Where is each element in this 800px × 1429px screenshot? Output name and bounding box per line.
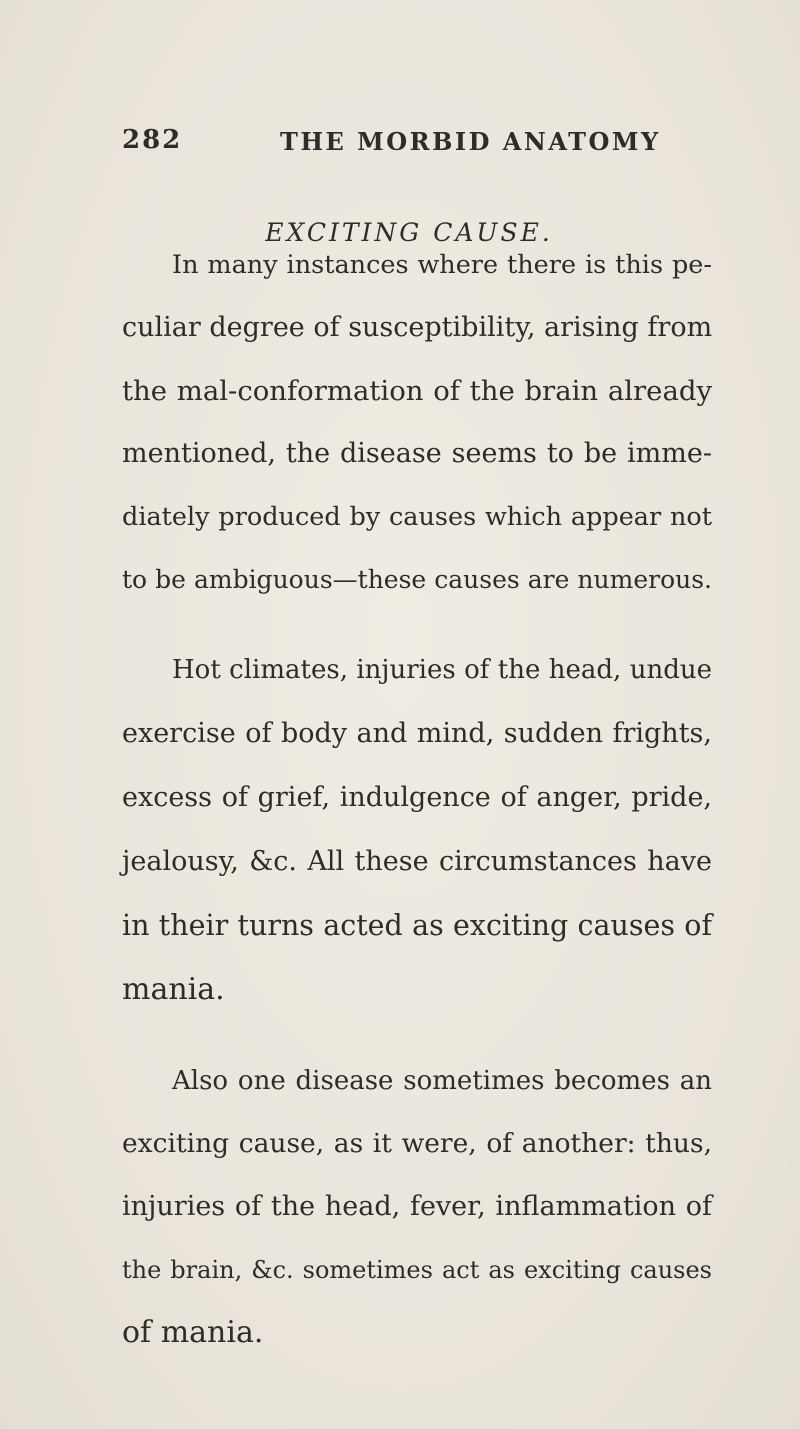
text-line: excess of grief, indulgence of anger, pride, <box>122 782 712 813</box>
text-line: in their turns acted as exciting causes of <box>122 909 712 942</box>
page-number: 282 <box>122 125 183 155</box>
text-line: the brain, &c. sometimes act as exciting causes <box>122 1256 712 1284</box>
section-title: EXCITING CAUSE. <box>265 218 553 247</box>
text-line: In many instances where there is this pe- <box>172 250 712 280</box>
text-line: to be ambiguous—these causes are numerous. <box>122 565 712 594</box>
text-line: mentioned, the disease seems to be imme- <box>122 438 712 469</box>
text-line: exciting cause, as it were, of another: thus, <box>122 1128 712 1159</box>
running-head <box>122 125 742 161</box>
text-line: exercise of body and mind, sudden frights, <box>122 718 712 749</box>
text-line: injuries of the head, fever, inflammation of <box>122 1191 712 1222</box>
text-line: mania. <box>122 972 225 1007</box>
text-line: the mal-conformation of the brain already <box>122 375 712 407</box>
text-line: Also one disease sometimes becomes an <box>172 1066 712 1096</box>
text-line: culiar degree of susceptibility, arising from <box>122 312 713 343</box>
text-line: of mania. <box>122 1315 264 1350</box>
text-line: diately produced by causes which appear not <box>122 502 712 532</box>
running-title: THE MORBID ANATOMY <box>280 127 661 156</box>
text-line: Hot climates, injuries of the head, undue <box>172 655 712 685</box>
text-line: jealousy, &c. All these circumstances have <box>122 846 712 877</box>
